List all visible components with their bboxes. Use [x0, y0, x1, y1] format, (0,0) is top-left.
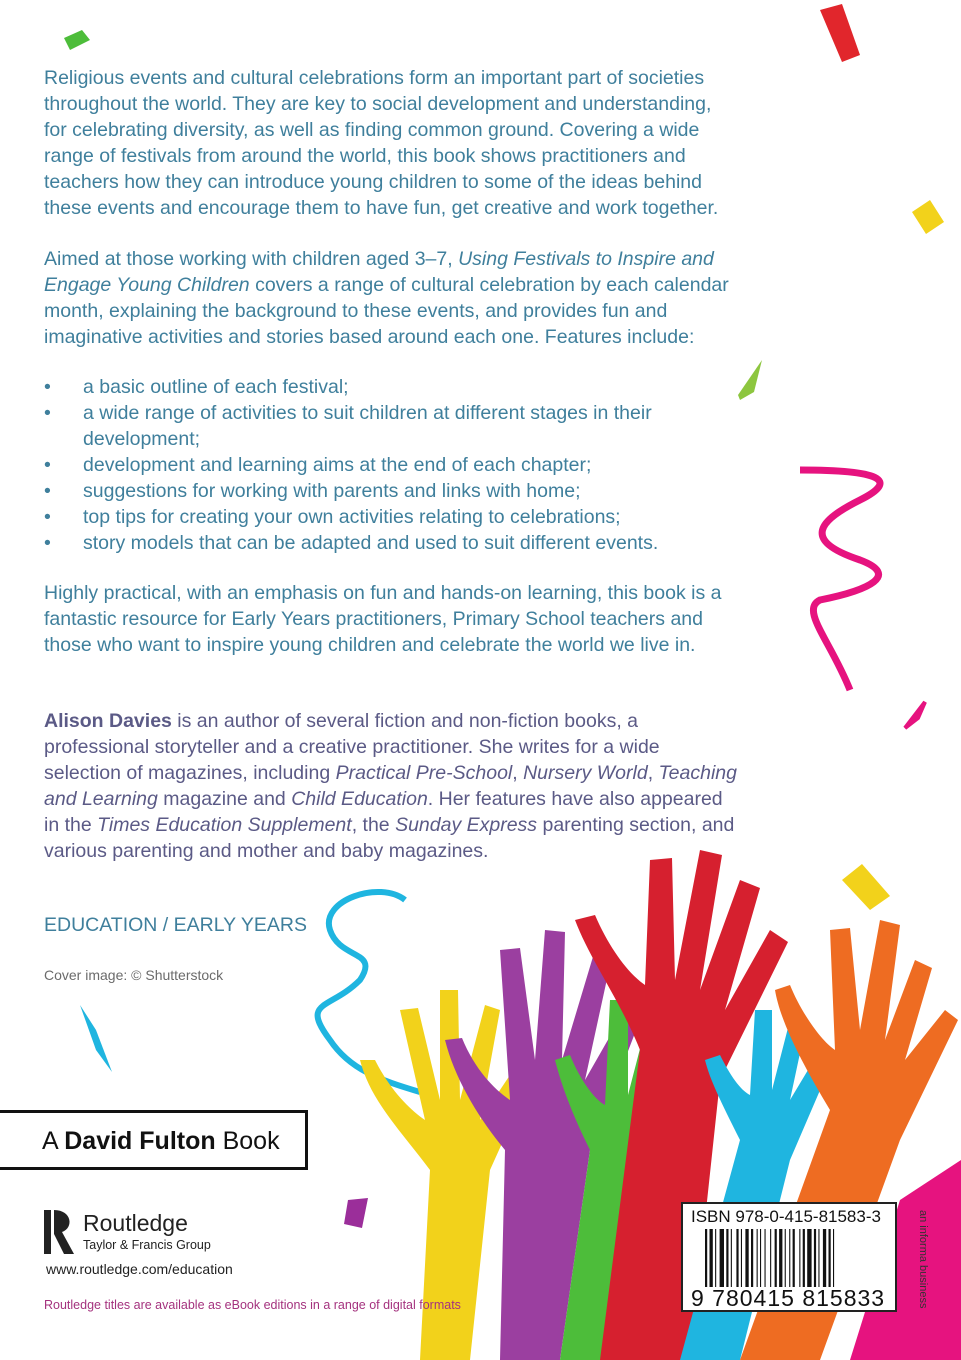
isbn-label: ISBN 978-0-415-81583-3: [691, 1207, 881, 1226]
feature-item: [44, 504, 658, 530]
text-line: [44, 65, 718, 91]
text-span: magazine and: [157, 788, 292, 810]
barcode-bar: [705, 1229, 707, 1287]
text-line: [44, 708, 737, 734]
ebook-note: Routledge titles are available as eBook editions in a range of digital formats: [44, 1298, 461, 1312]
feature-text: a basic outline of each festival;: [83, 376, 349, 398]
text-line: [44, 734, 737, 760]
barcode-bar: [720, 1229, 724, 1287]
barcode-bar: [765, 1229, 766, 1287]
text-line: [44, 91, 718, 117]
text-line: [44, 632, 721, 658]
text-span: imaginative activities and stories based around each one. Features include:: [44, 326, 695, 348]
barcode-bar: [799, 1229, 800, 1287]
title-text: Teaching: [658, 762, 737, 784]
title-text: Practical Pre-School: [335, 762, 513, 784]
informa-tagline: an informa business: [917, 1210, 929, 1309]
description-closing: [44, 580, 721, 658]
text-span: month, explaining the background to these events, and provides fun and: [44, 300, 668, 322]
barcode-bar: [833, 1229, 834, 1287]
text-span: various parenting and mother and baby magazines.: [44, 840, 489, 862]
imprint-box: [0, 1110, 308, 1170]
feature-text: top tips for creating your own activities relating to celebrations;: [83, 506, 621, 528]
text-line: [44, 606, 721, 632]
text-span: ,: [512, 762, 524, 784]
title-text: Times Education Supplement: [97, 814, 352, 836]
text-span: fantastic resource for Early Years practitioners, Primary School teachers and: [44, 608, 703, 630]
text-span: ,: [647, 762, 659, 784]
text-span: Religious events and cultural celebrations form an important part of societies: [44, 67, 705, 89]
bullet-icon: •: [44, 402, 51, 424]
text-line: [44, 838, 737, 864]
text-span: teachers how they can introduce young children to some of the ideas behind: [44, 171, 703, 193]
text-span: in the: [44, 814, 98, 836]
barcode-bar: [770, 1229, 771, 1287]
barcode-bar: [793, 1229, 795, 1287]
text-line: [44, 324, 729, 350]
text-span: is an author of several fiction and non-fiction books, a: [171, 710, 638, 732]
bullet-icon: •: [44, 506, 51, 528]
barcode-bar: [745, 1229, 748, 1287]
text-span: . Her features have also appeared: [427, 788, 723, 810]
barcode-bar: [779, 1229, 782, 1287]
description-paragraph-1: [44, 65, 718, 221]
feature-item: [44, 426, 658, 452]
barcode-bar: [803, 1229, 805, 1287]
barcode-bar: [726, 1229, 728, 1287]
subject-category: EDUCATION / EARLY YEARS: [44, 914, 307, 936]
author-name: Alison Davies: [44, 710, 172, 732]
title-text: and Learning: [44, 788, 158, 810]
text-line: [44, 272, 729, 298]
feature-text: story models that can be adapted and used to suit different events.: [83, 532, 659, 554]
text-line: [44, 195, 718, 221]
feature-item: [44, 400, 658, 426]
bullet-icon: •: [44, 454, 51, 476]
feature-item: [44, 374, 658, 400]
feature-item: [44, 452, 658, 478]
description-paragraph-2: [44, 246, 729, 350]
text-span: Highly practical, with an emphasis on fun and hands-on learning, this book is a: [44, 582, 722, 604]
text-line: [44, 760, 737, 786]
bullet-icon: •: [44, 480, 51, 502]
barcode-bar: [760, 1229, 761, 1287]
barcode-bar: [710, 1229, 713, 1287]
text-line: [44, 812, 737, 838]
text-span: these events and encourage them to have fun, get creative and work together.: [44, 197, 719, 219]
barcode: [705, 1229, 890, 1287]
text-span: selection of magazines, including: [44, 762, 336, 784]
text-span: range of festivals from around the world, this book shows practitioners and: [44, 145, 686, 167]
barcode-bar: [731, 1229, 732, 1287]
publisher-group: Taylor & Francis Group: [83, 1238, 211, 1252]
title-text: Engage Young Children: [44, 274, 250, 296]
title-text: Nursery World: [523, 762, 648, 784]
text-line: [44, 117, 718, 143]
text-span: Aimed at those working with children aged 3–7,: [44, 248, 459, 270]
routledge-logo-icon: [44, 1208, 76, 1256]
cover-image-credit: Cover image: © Shutterstock: [44, 967, 224, 983]
imprint-suffix: Book: [222, 1127, 280, 1155]
barcode-bar: [829, 1229, 831, 1287]
text-line: [44, 169, 718, 195]
feature-text: development;: [83, 428, 201, 450]
barcode-bar: [715, 1229, 716, 1287]
isbn-barcode-box: [681, 1202, 897, 1312]
barcode-bar: [818, 1229, 819, 1287]
barcode-bar: [823, 1229, 826, 1287]
features-list: [44, 374, 658, 556]
barcode-bar: [736, 1229, 738, 1287]
barcode-bar: [757, 1229, 758, 1287]
bullet-icon: •: [44, 532, 51, 554]
text-line: [44, 298, 729, 324]
text-line: [44, 143, 718, 169]
barcode-bar: [814, 1229, 816, 1287]
barcode-bar: [789, 1229, 790, 1287]
publisher-url[interactable]: www.routledge.com/education: [46, 1261, 233, 1277]
text-line: [44, 786, 737, 812]
barcode-bar: [741, 1229, 742, 1287]
feature-item: [44, 478, 658, 504]
text-span: professional storyteller and a creative practitioner. She writes for a wide: [44, 736, 660, 758]
text-span: , the: [351, 814, 396, 836]
barcode-bar: [751, 1229, 753, 1287]
text-line: [44, 580, 721, 606]
feature-text: suggestions for working with parents and links with home;: [83, 480, 581, 502]
feature-text: a wide range of activities to suit children at different stages in their: [83, 402, 652, 424]
bullet-icon: •: [44, 376, 51, 398]
imprint-name: David Fulton: [64, 1127, 216, 1155]
pink-ribbon: [800, 470, 880, 690]
barcode-bar: [785, 1229, 786, 1287]
text-span: throughout the world. They are key to social development and understanding,: [44, 93, 712, 115]
text-span: for celebrating diversity, as well as finding common ground. Covering a wide: [44, 119, 700, 141]
title-text: Using Festivals to Inspire and: [458, 248, 714, 270]
barcode-bar: [775, 1229, 777, 1287]
text-span: those who want to inspire young children and celebrate the world we live in.: [44, 634, 696, 656]
text-line: [44, 246, 729, 272]
text-span: parenting section, and: [537, 814, 735, 836]
title-text: Child Education: [291, 788, 428, 810]
text-span: covers a range of cultural celebration by each calendar: [249, 274, 729, 296]
author-bio: [44, 708, 737, 864]
publisher-name: Routledge: [83, 1210, 188, 1236]
isbn-number: 9 780415 815833: [691, 1285, 886, 1311]
imprint-prefix: A: [42, 1127, 58, 1155]
feature-text: development and learning aims at the end of each chapter;: [83, 454, 592, 476]
feature-item: [44, 530, 658, 556]
barcode-bar: [807, 1229, 811, 1287]
title-text: Sunday Express: [395, 814, 538, 836]
